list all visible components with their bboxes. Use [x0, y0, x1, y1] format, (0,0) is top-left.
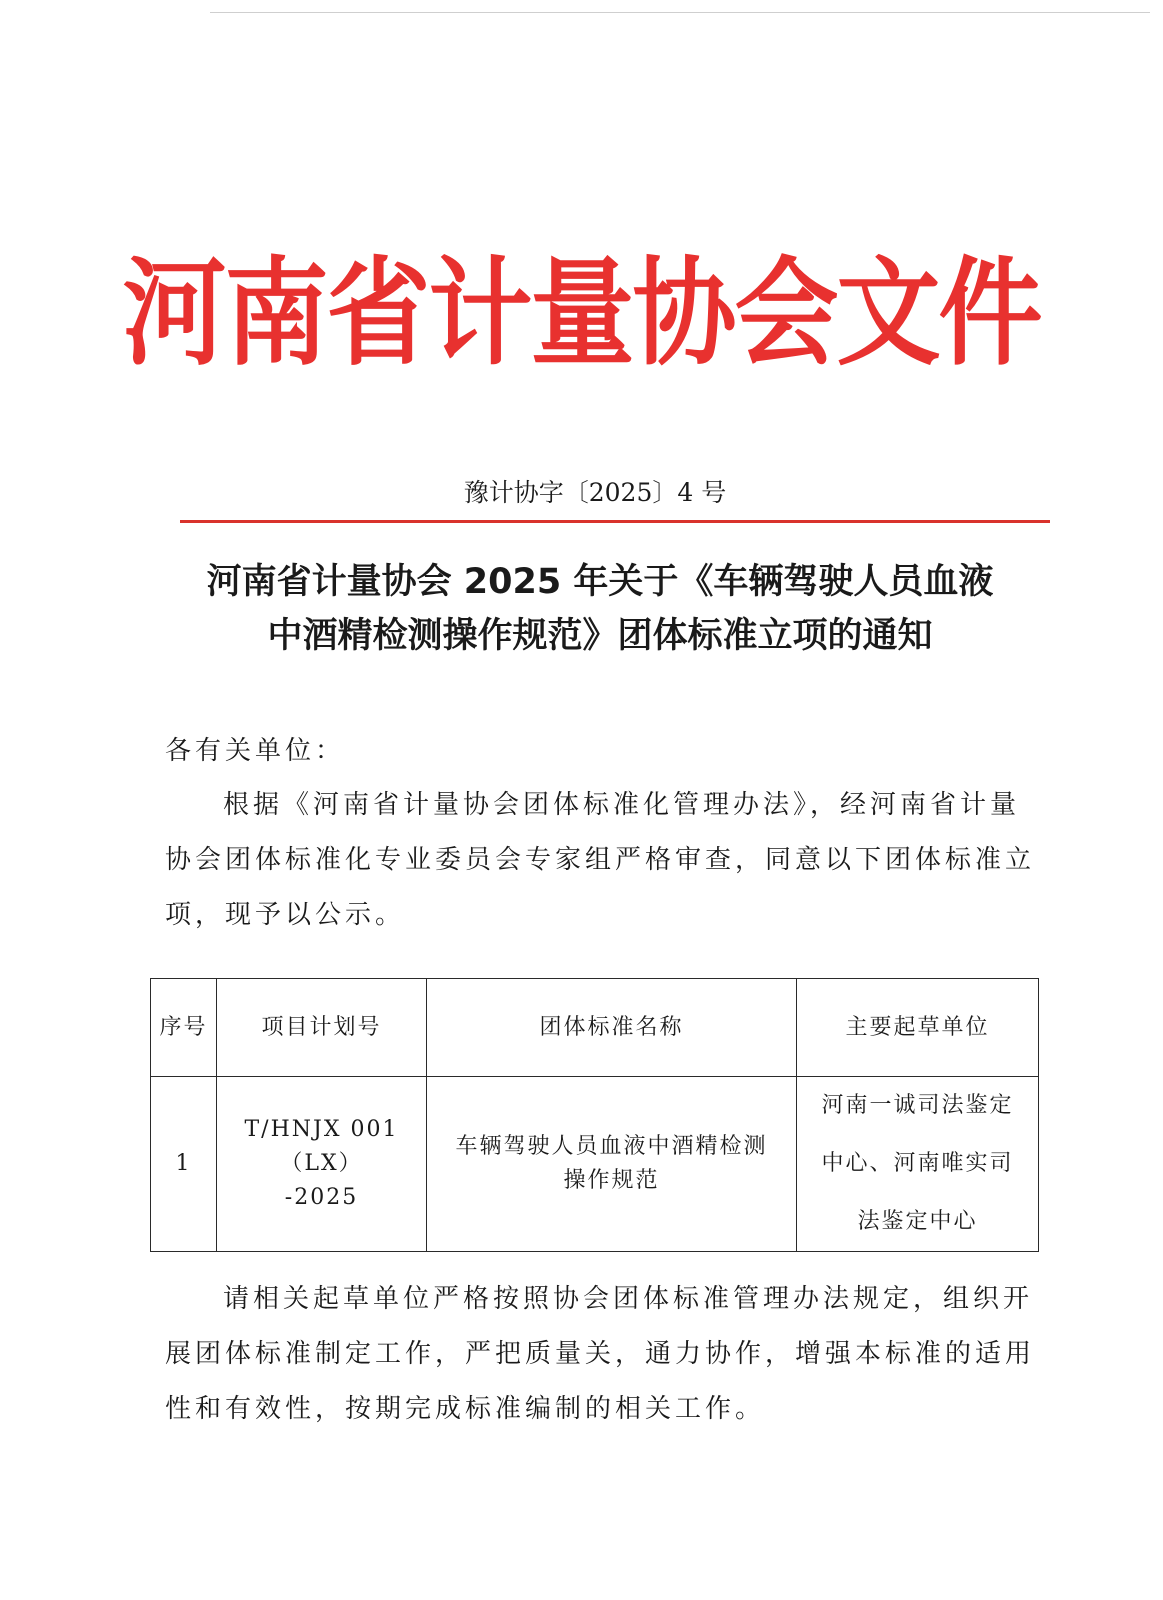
cell-plan-number-line-2: -2025	[284, 1185, 359, 1210]
paragraph-approval	[165, 778, 1050, 943]
table-row	[151, 1077, 1039, 1252]
cell-standard-name-line-2: 操作规范	[563, 1168, 660, 1193]
table-header-row	[151, 979, 1039, 1077]
cell-drafting-unit-line-2: 中心、河南唯实司	[821, 1151, 1014, 1176]
cell-drafting-unit-line-3: 法鉴定中心	[857, 1209, 978, 1234]
document-header-title: 河南省计量协会文件	[122, 245, 1041, 382]
scan-edge-line	[210, 12, 1150, 13]
paragraph-instruction-line-3: 性和有效性，按期完成标准编制的相关工作。	[165, 1394, 766, 1424]
cell-plan-number	[217, 1077, 427, 1252]
paragraph-approval-line-1: 根据《河南省计量协会团体标准化管理办法》，经河南省计量	[223, 790, 1021, 820]
paragraph-approval-line-2: 协会团体标准化专业委员会专家组严格审查，同意以下团体标准立	[165, 845, 1036, 875]
notice-title	[120, 555, 1080, 663]
paragraph-instruction-line-1: 请相关起草单位严格按照协会团体标准管理办法规定，组织开	[223, 1284, 1034, 1314]
paragraph-instruction-line-2: 展团体标准制定工作，严把质量关，通力协作，增强本标准的适用	[165, 1339, 1036, 1369]
notice-title-line-1: 河南省计量协会 2025 年关于《车辆驾驶人员血液	[206, 562, 994, 602]
paragraph-approval-line-3: 项，现予以公示。	[165, 900, 406, 930]
cell-standard-name-line-1: 车辆驾驶人员血液中酒精检测	[455, 1134, 768, 1159]
header-seq: 序号	[151, 979, 217, 1077]
header-drafting-unit: 主要起草单位	[797, 979, 1039, 1077]
notice-title-line-2: 中酒精检测操作规范》团体标准立项的通知	[267, 616, 933, 656]
document-number: 豫计协字〔2025〕4 号	[463, 478, 727, 507]
cell-plan-number-line-1: T/HNJX 001（LX）	[244, 1117, 399, 1176]
cell-seq: 1	[151, 1077, 217, 1252]
paragraph-instruction	[165, 1272, 1050, 1437]
header-standard-name: 团体标准名称	[427, 979, 797, 1077]
standards-table	[150, 978, 1039, 1252]
salutation: 各有关单位：	[165, 736, 346, 766]
header-plan-number: 项目计划号	[217, 979, 427, 1077]
cell-drafting-unit-line-1: 河南一诚司法鉴定	[821, 1093, 1014, 1118]
red-divider-rule	[180, 520, 1050, 523]
cell-standard-name	[427, 1077, 797, 1252]
cell-drafting-unit	[797, 1077, 1039, 1252]
